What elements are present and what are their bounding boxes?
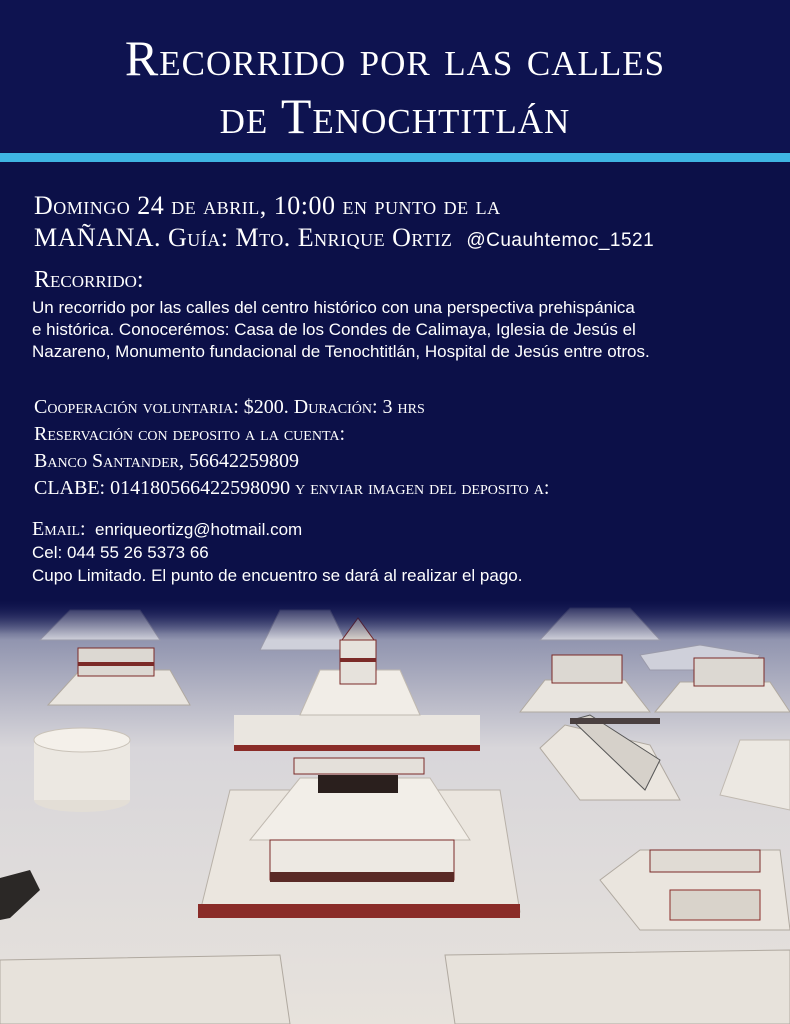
bank-account: Banco Santander, 56642259809 — [34, 450, 300, 472]
tour-description-line: e histórica. Conocerémos: Casa de los Condes de Calimaya, Iglesia de Jesús el — [32, 320, 636, 339]
contact-info — [32, 518, 772, 587]
tour-description — [32, 297, 777, 363]
tour-description-line: Nazareno, Monumento fundacional de Tenochtitlán, Hospital de Jesús entre otros. — [32, 342, 650, 361]
email-address[interactable]: enriqueortizg@hotmail.com — [95, 520, 303, 539]
reservation-note: Reservación con deposito a la cuenta: — [34, 423, 346, 445]
email-label: Email: — [32, 518, 86, 540]
email-line — [32, 518, 772, 541]
poster-title-line1: Recorrido por las calles — [124, 30, 666, 86]
tour-description-line: Un recorrido por las calles del centro histórico con una perspectiva prehispánica — [32, 298, 635, 317]
cost-duration: Cooperación voluntaria: $200. Duración: 3 hrs — [34, 396, 425, 418]
event-guide-line — [34, 222, 774, 257]
tour-heading: Recorrido: — [34, 267, 144, 293]
tenochtitlan-model-photo — [0, 600, 790, 1024]
social-handle: @Cuauhtemoc_1521 — [466, 230, 655, 251]
event-date-guide — [34, 190, 774, 257]
meeting-note: Cupo Limitado. El punto de encuentro se dará al realizar el pago. — [32, 566, 523, 585]
poster-title-line2: de Tenochtitlán — [219, 88, 571, 144]
event-date-line: Domingo 24 de abril, 10:00 en punto de la — [34, 191, 501, 220]
accent-divider — [0, 153, 790, 162]
payment-details — [34, 394, 774, 502]
clabe-line: CLABE: 014180566422598090 y enviar imagen del deposito a: — [34, 477, 550, 499]
guide-text: MAÑANA. Guía: Mto. Enrique Ortiz — [34, 223, 453, 252]
phone-line: Cel: 044 55 26 5373 66 — [32, 543, 209, 562]
